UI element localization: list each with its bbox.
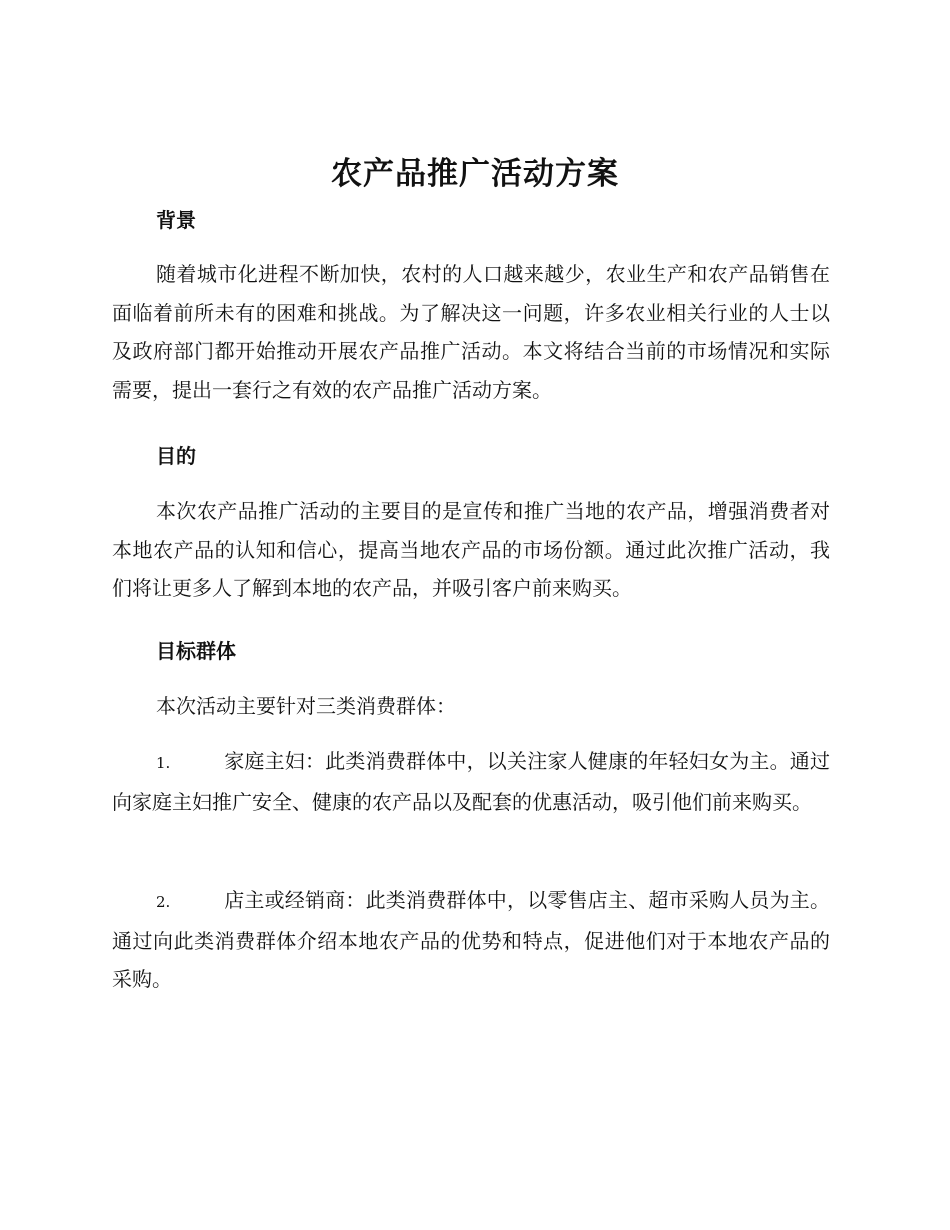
list-item [112, 742, 830, 821]
section-heading-purpose: 目的 [156, 444, 196, 468]
list-item-text: 店主或经销商：此类消费群体中，以零售店主、超市采购人员为主。通过向此类消费群体介绍本地农产品的优势和特点，促进他们对于本地农产品的采购。 [112, 888, 830, 991]
section-heading-background: 背景 [156, 208, 196, 232]
paragraph-purpose: 本次农产品推广活动的主要目的是宣传和推广当地的农产品，增强消费者对本地农产品的认知和信心，提高当地农产品的市场份额。通过此次推广活动，我们将让更多人了解到本地的农产品，并吸引客户前来购买。 [112, 499, 830, 600]
section-heading-target-groups: 目标群体 [156, 639, 236, 663]
list-item-number: 2. [156, 893, 171, 911]
list-item-number: 1. [156, 754, 171, 772]
list-item [112, 881, 830, 999]
paragraph-target-groups-intro: 本次活动主要针对三类消费群体： [156, 694, 456, 718]
list-item-text: 家庭主妇：此类消费群体中，以关注家人健康的年轻妇女为主。通过向家庭主妇推广安全、健康的农产品以及配套的优惠活动，吸引他们前来购买。 [112, 749, 830, 814]
paragraph-background: 随着城市化进程不断加快，农村的人口越来越少，农业生产和农产品销售在面临着前所未有的困难和挑战。为了解决这一问题，许多农业相关行业的人士以及政府部门都开始推动开展农产品推广活动。本文将结合当前的市场情况和实际需要，提出一套行之有效的农产品推广活动方案。 [112, 262, 830, 402]
document-title: 农产品推广活动方案 [331, 156, 619, 192]
